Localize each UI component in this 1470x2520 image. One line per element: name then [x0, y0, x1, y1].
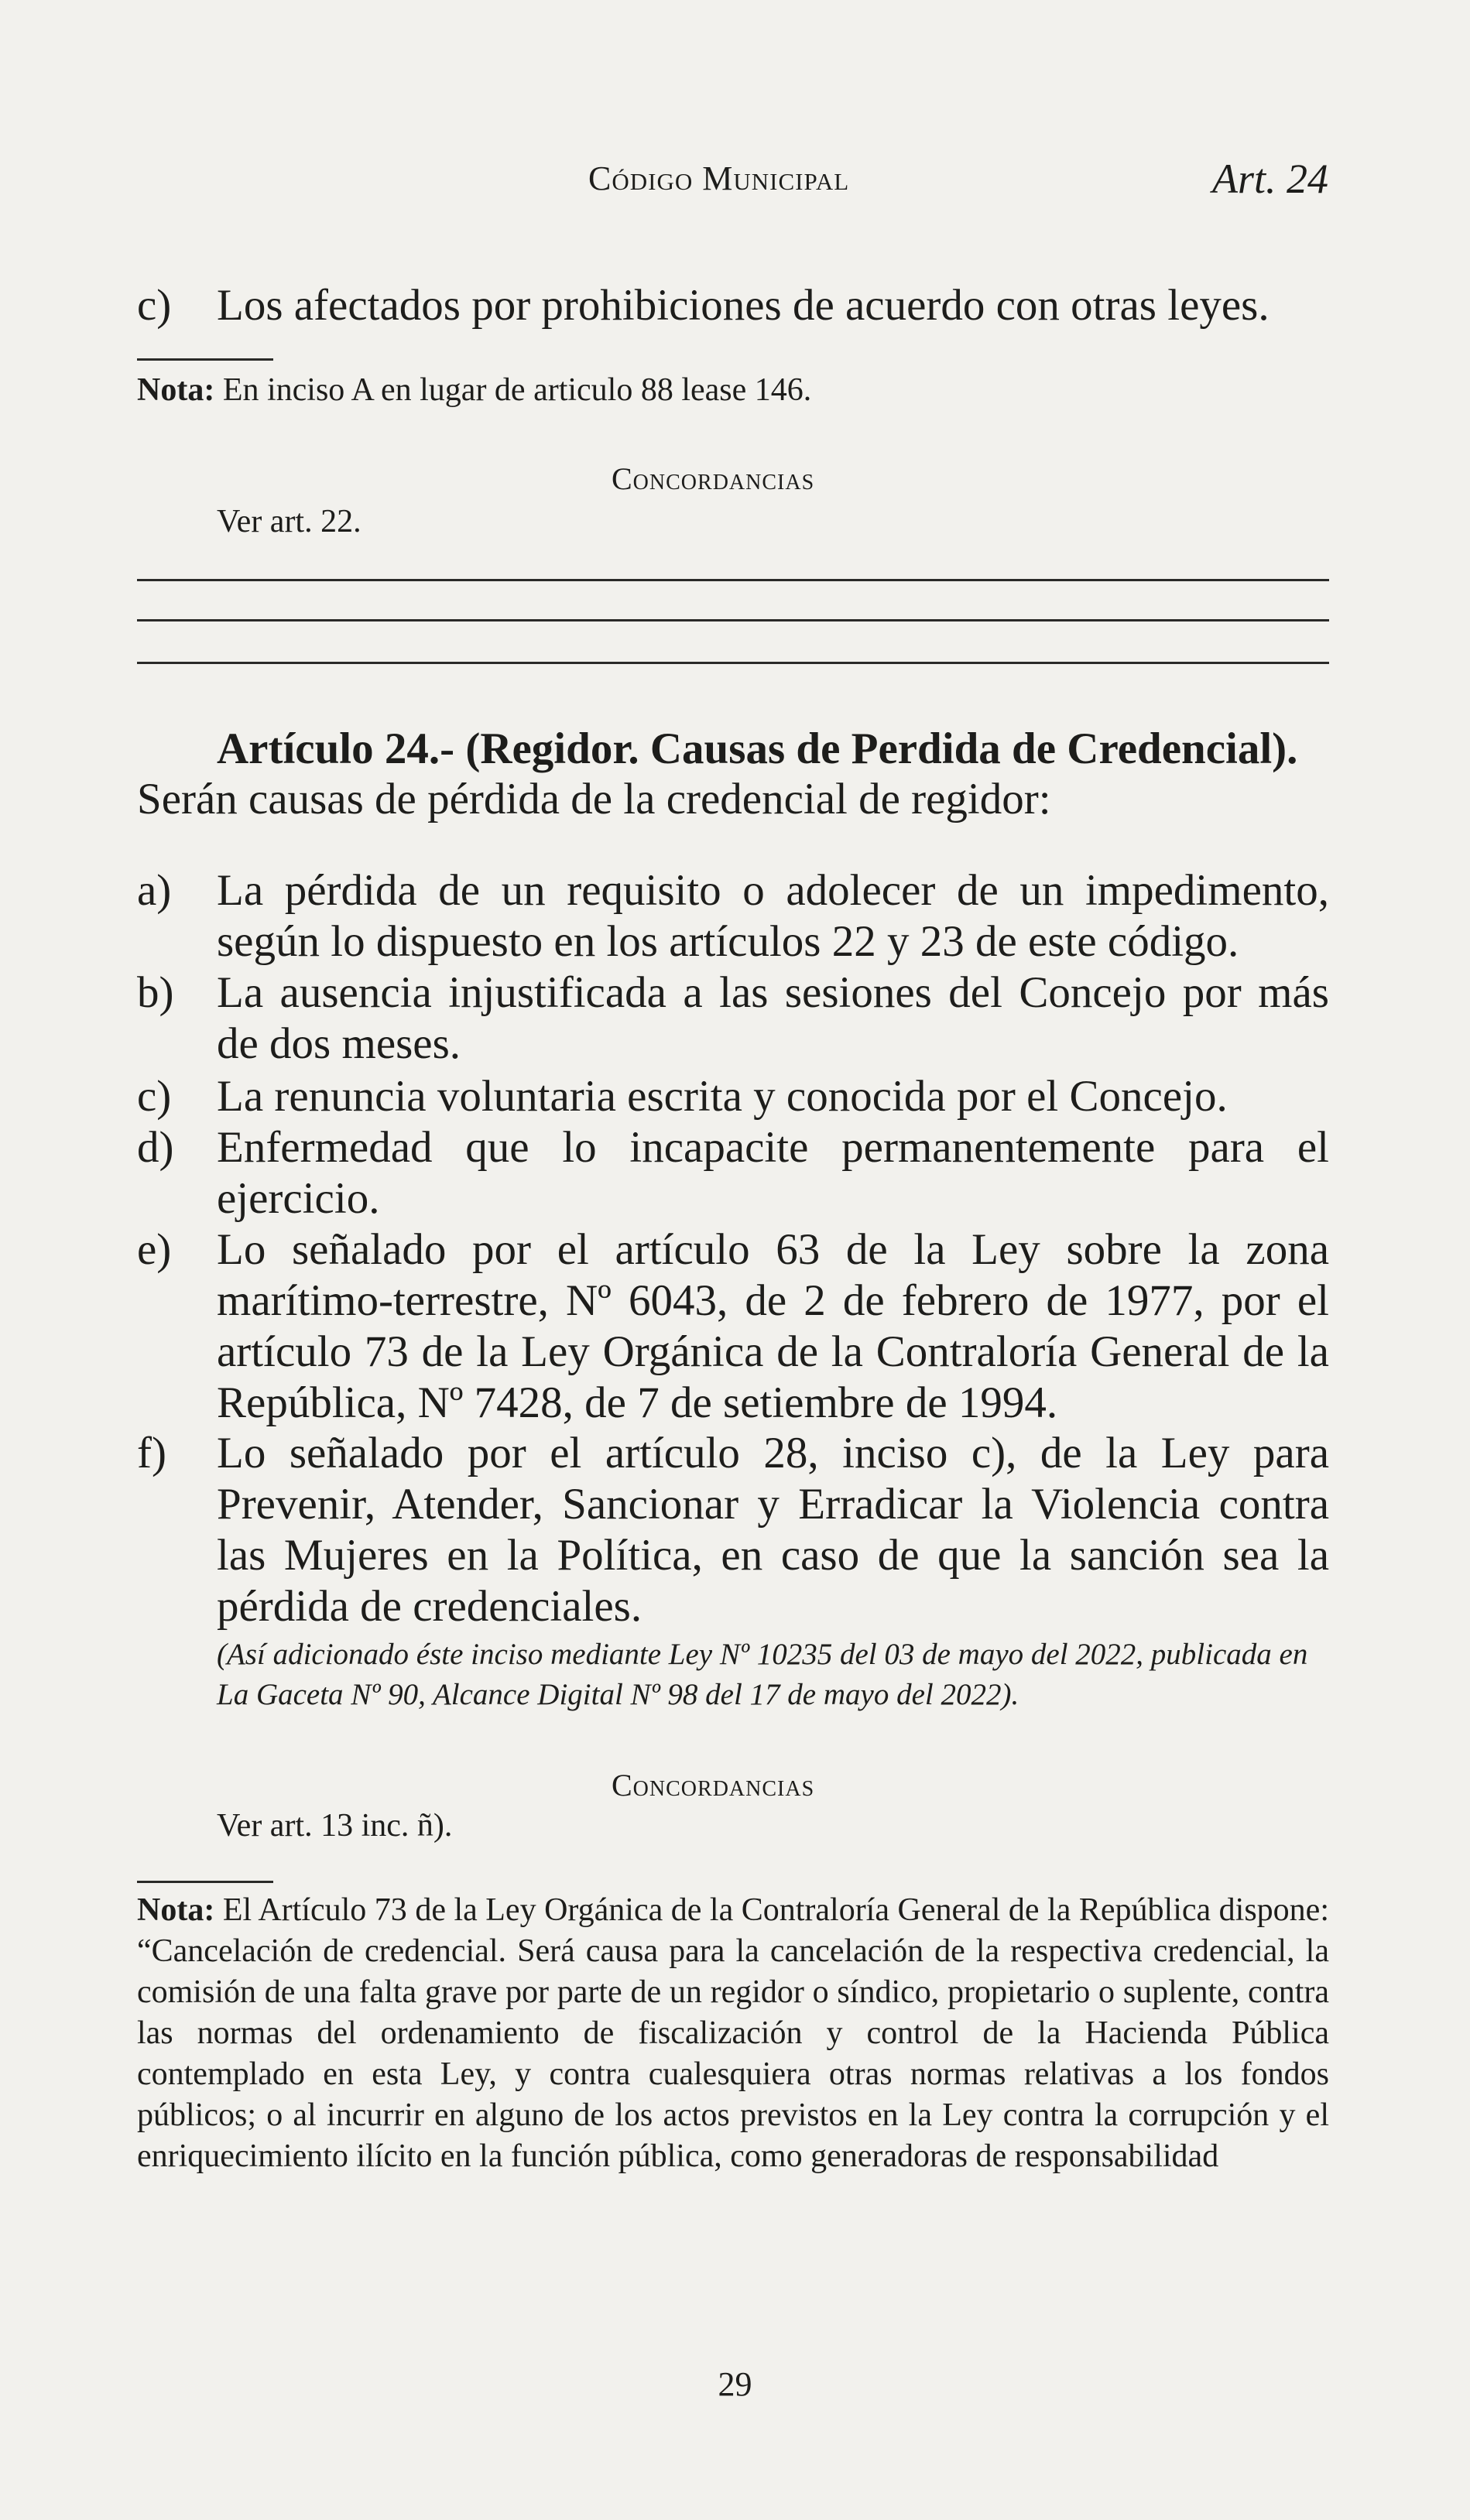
list-item — [137, 1428, 1329, 1632]
item-text: Lo señalado por el artículo 28, inciso c), de la Ley para Prevenir, Atender, Sancionar y Erradicar la Violencia contra las Mujeres en la Política, en caso de que la sanción sea la pérdida de credenciales. — [217, 1429, 1329, 1631]
article-tag: Art. 24 — [1211, 156, 1328, 202]
note-text: En inciso A en lugar de articulo 88 lease 146. — [214, 372, 812, 408]
list-item — [137, 1224, 1329, 1429]
footnote-rule — [137, 1881, 273, 1883]
list-item — [137, 1122, 1329, 1224]
item-label: b) — [137, 968, 174, 1017]
item-label: c) — [137, 281, 172, 330]
insertion-note: (Así adicionado éste inciso mediante Ley Nº 10235 del 03 de mayo del 2022, publicada en La Gaceta Nº 90, Alcance Digital Nº 98 del 17 de mayo del 2022). — [217, 1638, 1308, 1711]
note-prefix: Nota: — [137, 1892, 215, 1928]
note-prefix: Nota: — [137, 372, 215, 408]
note-text: El Artículo 73 de la Ley Orgánica de la Contraloría General de la República dispone: “Cancelación de credencial. Será causa para la cancelación de la respectiva credencial, la comisión de una falta grave por parte de un regidor o síndico, propietario o suplente, contra las normas del ordenamiento de fiscalización y control de la Hacienda Pública contemplado en esta Ley, y contra cualesquiera otras normas relativas a los fondos públicos; o al incurrir en alguno de los actos previstos en la Ley contra la corrupción y el enriquecimiento ilícito en la función pública, como generadoras de responsabilidad — [137, 1892, 1329, 2174]
note-2 — [137, 1890, 1329, 2177]
footnote-rule — [137, 358, 273, 361]
concordancias-ref: Ver art. 22. — [217, 504, 362, 539]
item-text: La pérdida de un requisito o adolecer de un impedimento, según lo dispuesto en los artículos 22 y 23 de este código. — [217, 866, 1329, 966]
list-item — [137, 1071, 1329, 1122]
item-label: a) — [137, 866, 172, 915]
item-label: e) — [137, 1225, 172, 1274]
list-item — [137, 280, 1329, 331]
blank-line — [137, 619, 1329, 621]
blank-line — [137, 662, 1329, 664]
article-heading: Artículo 24.- (Regidor. Causas de Perdida de Credencial). — [217, 724, 1298, 773]
page-number: 29 — [718, 2365, 752, 2403]
item-text: Lo señalado por el artículo 63 de la Ley sobre la zona marítimo-terrestre, Nº 6043, de 2 de febrero de 1977, por el artículo 73 de la Ley Orgánica de la Contraloría General de la República, Nº 7428, de 7 de setiembre de 1994. — [217, 1225, 1329, 1427]
concordancias-heading: Concordancias — [612, 1768, 815, 1803]
concordancias-heading: Concordancias — [612, 461, 815, 496]
note-1 — [137, 370, 1329, 411]
item-text: La ausencia injustificada a las sesiones del Concejo por más de dos meses. — [217, 968, 1329, 1068]
item-label: f) — [137, 1429, 166, 1477]
item-text: Los afectados por prohibiciones de acuerdo con otras leyes. — [217, 281, 1270, 330]
running-title: Código Municipal — [588, 159, 850, 197]
item-text: La renuncia voluntaria escrita y conocida por el Concejo. — [217, 1072, 1228, 1121]
item-label: c) — [137, 1072, 172, 1121]
blank-line — [137, 579, 1329, 581]
list-item — [137, 865, 1329, 967]
list-item — [137, 967, 1329, 1070]
concordancias-ref: Ver art. 13 inc. ñ). — [217, 1808, 453, 1844]
item-text: Enfermedad que lo incapacite permanentemente para el ejercicio. — [217, 1123, 1329, 1223]
item-label: d) — [137, 1123, 174, 1172]
article-intro: Serán causas de pérdida de la credencial de regidor: — [137, 775, 1051, 823]
